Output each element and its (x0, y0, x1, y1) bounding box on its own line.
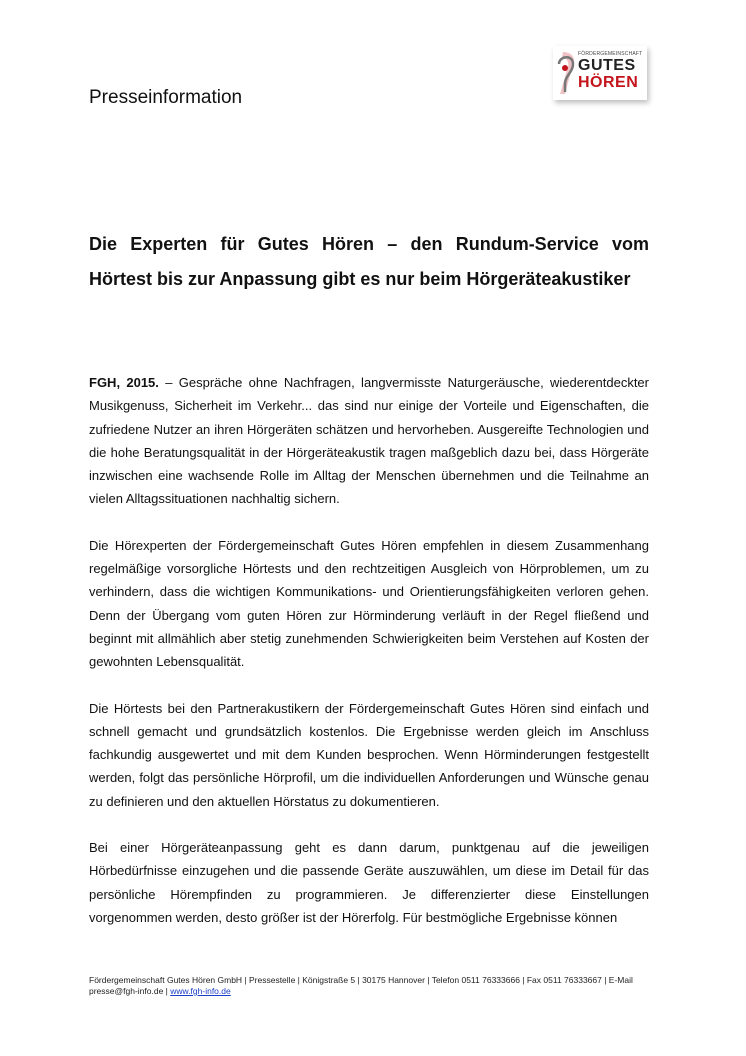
paragraph-3: Die Hörtests bei den Partnerakustikern der Fördergemeinschaft Gutes Hören sind einfach und schnell gemacht und grundsätzlich kostenlos. Die Ergebnisse werden gleich im Anschluss fachkundig ausgewertet und mit dem Kunden besprochen. Wenn Hörminderungen festgestellt werden, folgt das persönliche Hörprofil, um die individuellen Anforderungen und Wünsche genau zu definieren und den aktuellen Hörstatus zu dokumentieren. (89, 700, 649, 809)
website-link[interactable]: www.fgh-info.de (170, 986, 231, 996)
footer-text: Fördergemeinschaft Gutes Hören GmbH | Pressestelle | Königstraße 5 | 30175 Hannover | Telefon 0511 76333666 | Fax 0511 76333667 | E-Mail presse@fgh-info.de | (89, 975, 633, 996)
logo-topline: FÖRDERGEMEINSCHAFT (578, 51, 643, 57)
paragraph-1-text: – Gespräche ohne Nachfragen, langvermisste Naturgeräusche, wiederentdeckter Musikgenuss, Sicherheit im Verkehr... das sind nur einige der Vorteile und Eigenschaften, die zufriedene Nutzer an ihren Hörgeräten schätzen und hervorheben. Ausgereifte Technologien und die hohe Beratungsqualität in der Hörgeräteakustik tragen maßgeblich dazu bei, dass Hörgeräte inzwischen eine wachsende Rolle im Alltag der Menschen übernehmen und die Teilnahme an vielen Alltagssituationen nachhaltig sichern. (89, 375, 649, 507)
headline: Die Experten für Gutes Hören – den Rundum-Service vom Hörtest bis zur Anpassung gibt es nur beim Hörgeräteakustiker (89, 234, 649, 289)
paragraph-2: Die Hörexperten der Fördergemeinschaft Gutes Hören empfehlen in diesem Zusammenhang regelmäßige vorsorgliche Hörtests und den rechtzeitigen Ausgleich von Hörproblemen, um zu verhindern, dass die wichtigen Kommunikations- und Orientierungsfähigkeiten verloren gehen. Denn der Übergang vom guten Hören zur Hörminderung verläuft in der Regel fließend und beginnt mit allmählich aber stetig zunehmenden Schwierigkeiten beim Verstehen auf Kosten der gewohnten Lebensqualität. (89, 537, 649, 670)
body-text (89, 371, 649, 952)
gutes-hoeren-logo (553, 46, 647, 100)
paragraph-1 (89, 371, 649, 511)
logo-word-gutes: GUTES (578, 57, 636, 74)
dateline: FGH, 2015. (89, 375, 159, 390)
document-type-label: Presseinformation (89, 87, 243, 108)
logo-word-hoeren: HÖREN (578, 74, 639, 91)
footer-contact (89, 975, 649, 997)
paragraph-4: Bei einer Hörgeräteanpassung geht es dann darum, punktgenau auf die jeweiligen Hörbedürfnisse einzugehen und die passende Geräte auszuwählen, um diese im Detail für das persönliche Hörempfinden zu programmieren. Je differenzierter diese Einstellungen vorgenommen werden, desto größer ist der Hörerfolg. Für bestmögliche Ergebnisse können (89, 840, 649, 925)
